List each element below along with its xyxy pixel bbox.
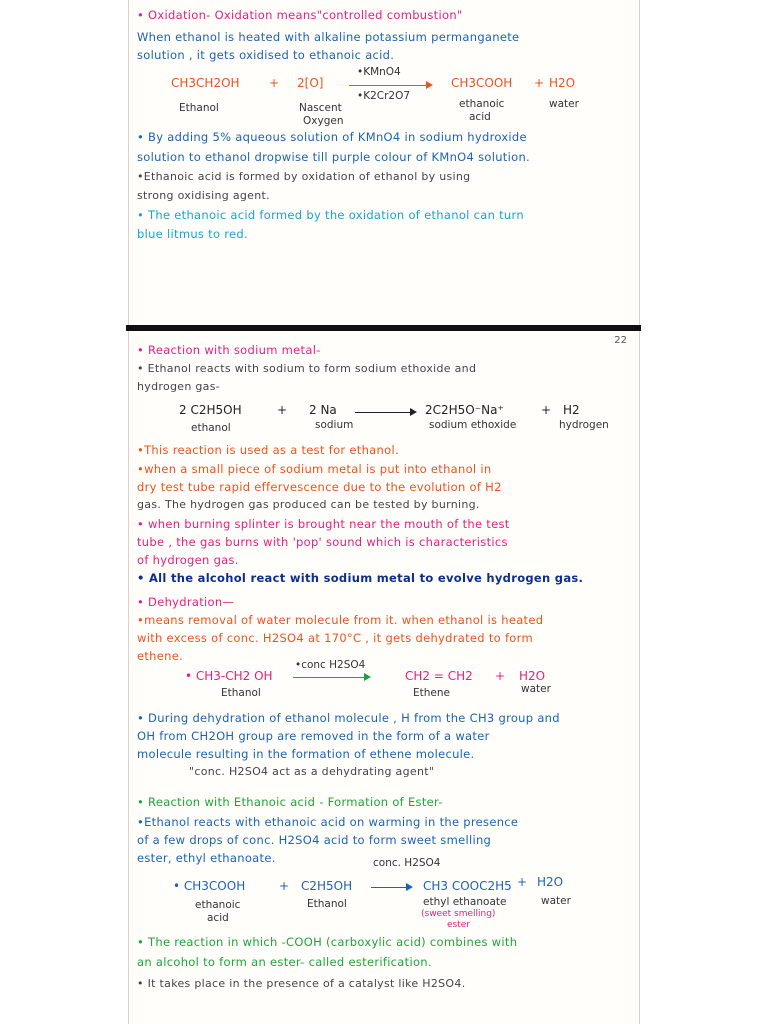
effervescence-line: •when a small piece of sodium metal is put into ethanol in [137, 462, 492, 476]
dehydration-note-line: molecule resulting in the formation of ethene molecule. [137, 747, 475, 761]
equation-plus: + [277, 403, 288, 417]
equation-label: Nascent [299, 102, 342, 114]
equation-label: water [541, 895, 571, 907]
equation-reactant: C2H5OH [301, 879, 353, 893]
equation-plus: + [541, 403, 552, 417]
catalyst-line: • It takes place in the presence of a catalyst like H2SO4. [137, 977, 466, 990]
equation-label: Oxygen [303, 115, 344, 127]
equation-product: H2O [549, 76, 576, 90]
equation-label: Ethanol [179, 102, 219, 114]
ethanoic-note-line: •Ethanoic acid is formed by oxidation of ethanol by using [137, 170, 471, 183]
equation-product: CH3 COOC2H5 [423, 879, 512, 893]
sodium-heading: • Reaction with sodium metal- [137, 343, 321, 357]
oxidation-heading: • Oxidation- Oxidation means"controlled combustion" [137, 8, 463, 22]
dehydrating-agent-line: "conc. H2SO4 act as a dehydrating agent" [189, 765, 435, 778]
ester-text-line: ester, ethyl ethanoate. [137, 851, 276, 865]
sodium-text-line: • Ethanol reacts with sodium to form sodium ethoxide and [137, 362, 477, 375]
equation-product: H2O [519, 669, 546, 683]
equation-label: ethanoic [195, 899, 241, 911]
splinter-line: • when burning splinter is brought near the mouth of the test [137, 517, 510, 531]
equation-product: 2C2H5O⁻Na⁺ [425, 403, 504, 417]
equation-product: CH3COOH [451, 76, 513, 90]
equation-label: acid [207, 912, 229, 924]
equation-label: acid [469, 111, 491, 123]
litmus-note-line: • The ethanoic acid formed by the oxidation of ethanol can turn [137, 208, 524, 222]
equation-reactant: 2 Na [309, 403, 337, 417]
equation-label: water [521, 683, 551, 695]
equation-product: H2 [563, 403, 580, 417]
splinter-line: of hydrogen gas. [137, 553, 239, 567]
ester-text-line: •Ethanol reacts with ethanoic acid on warming in the presence [137, 815, 519, 829]
equation-product: CH2 = CH2 [405, 669, 473, 683]
equation-label: ethanol [191, 422, 231, 434]
equation-reactant: • CH3COOH [173, 879, 246, 893]
oxidation-text-line: solution , it gets oxidised to ethanoic acid. [137, 48, 395, 62]
kmno4-note-line: solution to ethanol dropwise till purple colour of KMnO4 solution. [137, 150, 530, 164]
equation-label: Ethanol [221, 687, 261, 699]
effervescence-line: dry test tube rapid effervescence due to the evolution of H2 [137, 480, 502, 494]
oxidation-text-line: When ethanol is heated with alkaline potassium permanganete [137, 30, 520, 44]
splinter-line: tube , the gas burns with 'pop' sound which is characteristics [137, 535, 508, 549]
equation-plus: + [269, 76, 280, 90]
equation-label: sodium ethoxide [429, 419, 517, 431]
equation-reactant: • CH3-CH2 OH [185, 669, 273, 683]
catalyst-label: conc. H2SO4 [373, 857, 441, 869]
page-number: 22 [614, 335, 627, 346]
notes-page-2 [128, 331, 640, 1024]
equation-label: sodium [315, 419, 354, 431]
effervescence-line: gas. The hydrogen gas produced can be tested by burning. [137, 498, 480, 511]
equation-label: ethanoic [459, 98, 505, 110]
reaction-arrow [371, 887, 411, 888]
dehydration-note-line: • During dehydration of ethanol molecule , H from the CH3 group and [137, 711, 560, 725]
dehydration-heading: • Dehydration— [137, 595, 235, 609]
equation-label: (sweet smelling) [421, 909, 496, 919]
all-alcohol-line: • All the alcohol react with sodium metal to evolve hydrogen gas. [137, 571, 584, 585]
equation-product: H2O [537, 875, 564, 889]
equation-plus: + [534, 76, 545, 90]
dehydration-note-line: OH from CH2OH group are removed in the form of a water [137, 729, 490, 743]
equation-plus: + [279, 879, 290, 893]
equation-label: ester [447, 920, 470, 930]
test-line: •This reaction is used as a test for ethanol. [137, 443, 399, 457]
dehydration-text-line: with excess of conc. H2SO4 at 170°C , it gets dehydrated to form [137, 631, 533, 645]
reaction-arrow [355, 412, 415, 413]
equation-reactant: 2 C2H5OH [179, 403, 242, 417]
reaction-arrow [293, 677, 369, 678]
equation-label: water [549, 98, 579, 110]
sodium-text-line: hydrogen gas- [137, 380, 221, 393]
equation-label: ethyl ethanoate [423, 896, 507, 908]
litmus-note-line: blue litmus to red. [137, 227, 248, 241]
ethanoic-note-line: strong oxidising agent. [137, 189, 270, 202]
kmno4-note-line: • By adding 5% aqueous solution of KMnO4 in sodium hydroxide [137, 130, 527, 144]
catalyst-label: •KMnO4 [357, 66, 401, 78]
equation-reactant: CH3CH2OH [171, 76, 240, 90]
equation-reactant: 2[O] [297, 76, 324, 90]
equation-label: Ethanol [307, 898, 347, 910]
equation-plus: + [495, 669, 506, 683]
ester-heading: • Reaction with Ethanoic acid - Formation of Ester- [137, 795, 443, 809]
esterification-def-line: an alcohol to form an ester- called esterification. [137, 955, 432, 969]
catalyst-label: •K2Cr2O7 [357, 90, 411, 102]
ester-text-line: of a few drops of conc. H2SO4 acid to form sweet smelling [137, 833, 492, 847]
dehydration-text-line: •means removal of water molecule from it. when ethanol is heated [137, 613, 544, 627]
dehydration-text-line: ethene. [137, 649, 184, 663]
esterification-def-line: • The reaction in which -COOH (carboxylic acid) combines with [137, 935, 518, 949]
notes-page-1 [128, 0, 640, 328]
reaction-arrow [349, 85, 431, 86]
equation-label: hydrogen [559, 419, 609, 431]
catalyst-label: •conc H2SO4 [295, 659, 366, 671]
equation-plus: + [517, 875, 528, 889]
equation-label: Ethene [413, 687, 450, 699]
